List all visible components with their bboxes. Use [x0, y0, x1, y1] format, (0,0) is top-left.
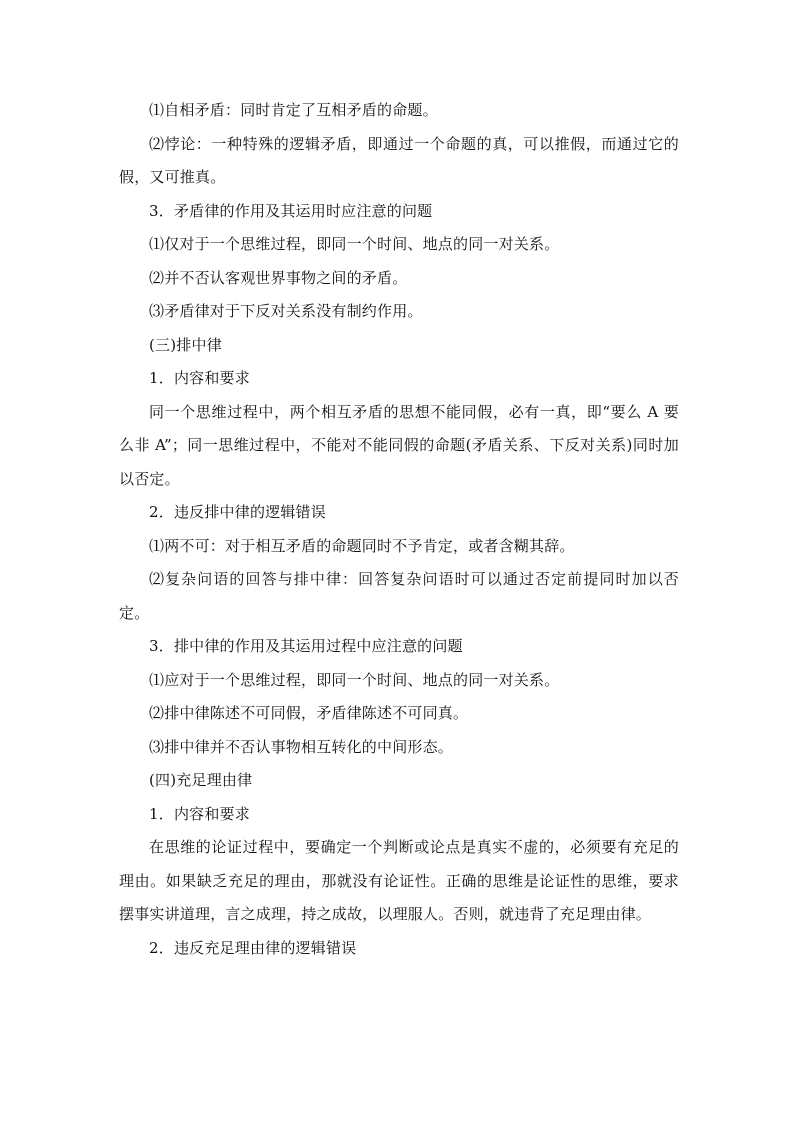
subheading-sufficient-reason-errors: 2．违反充足理由律的逻辑错误 — [149, 938, 357, 957]
paragraph-excluded-middle-usage-1: ⑴应对于一个思维过程，即同一个时间、地点的同一对关系。 — [149, 670, 560, 689]
paragraph-excluded-middle-usage-2: ⑵排中律陈述不可同假，矛盾律陈述不可同真。 — [149, 704, 469, 722]
subheading-excluded-middle-usage: 3．排中律的作用及其运用过程中应注意的问题 — [149, 637, 463, 655]
section-heading-sufficient-reason: (四)充足理由律 — [149, 771, 253, 789]
paragraph-sufficient-reason-definition: 在思维的论证过程中，要确定一个判断或论点是真实不虚的，必须要有充足的理由。如果缺乏充足的理由，那就没有论证性。正确的思维是论证性的思维，要求摆事实讲道理，言之成理，持之成故，以理服人。否则，就违背了充足理由律。 — [119, 838, 679, 923]
paragraph-contradiction-point-3: ⑶矛盾律对于下反对关系没有制约作用。 — [149, 302, 423, 320]
paragraph-excluded-middle-error-2: ⑵复杂问语的回答与排中律：回答复杂问语时可以通过否定前提同时加以否定。 — [119, 570, 679, 622]
paragraph-contradiction-self: ⑴自相矛盾：同时肯定了互相矛盾的命题。 — [149, 101, 438, 119]
section-heading-excluded-middle: (三)排中律 — [149, 335, 222, 354]
paragraph-excluded-middle-error-1: ⑴两不可：对于相互矛盾的命题同时不予肯定，或者含糊其辞。 — [149, 536, 575, 555]
subheading-excluded-middle-errors: 2．违反排中律的逻辑错误 — [149, 503, 326, 521]
paragraph-contradiction-point-1: ⑴仅对于一个思维过程，即同一个时间、地点的同一对关系。 — [149, 235, 560, 253]
paragraph-contradiction-point-2: ⑵并不否认客观世界事物之间的矛盾。 — [149, 268, 408, 287]
paragraph-paradox: ⑵悖论：一种特殊的逻辑矛盾，即通过一个命题的真，可以推假，而通过它的假，又可推真。 — [119, 134, 679, 186]
paragraph-excluded-middle-usage-3: ⑶排中律并不否认事物相互转化的中间形态。 — [149, 737, 454, 756]
document-body — [119, 94, 679, 965]
paragraph-excluded-middle-definition: 同一个思维过程中，两个相互矛盾的思想不能同假，必有一真，即“要么 A 要么非 A”；同一思维过程中，不能对不能同假的命题(矛盾关系、下反对关系)同时加以否定。 — [119, 402, 679, 488]
subheading-sufficient-reason-content: 1．内容和要求 — [149, 804, 250, 823]
subheading-excluded-middle-content: 1．内容和要求 — [149, 369, 250, 387]
heading-law-of-contradiction-usage: 3．矛盾律的作用及其运用时应注意的问题 — [149, 201, 433, 220]
